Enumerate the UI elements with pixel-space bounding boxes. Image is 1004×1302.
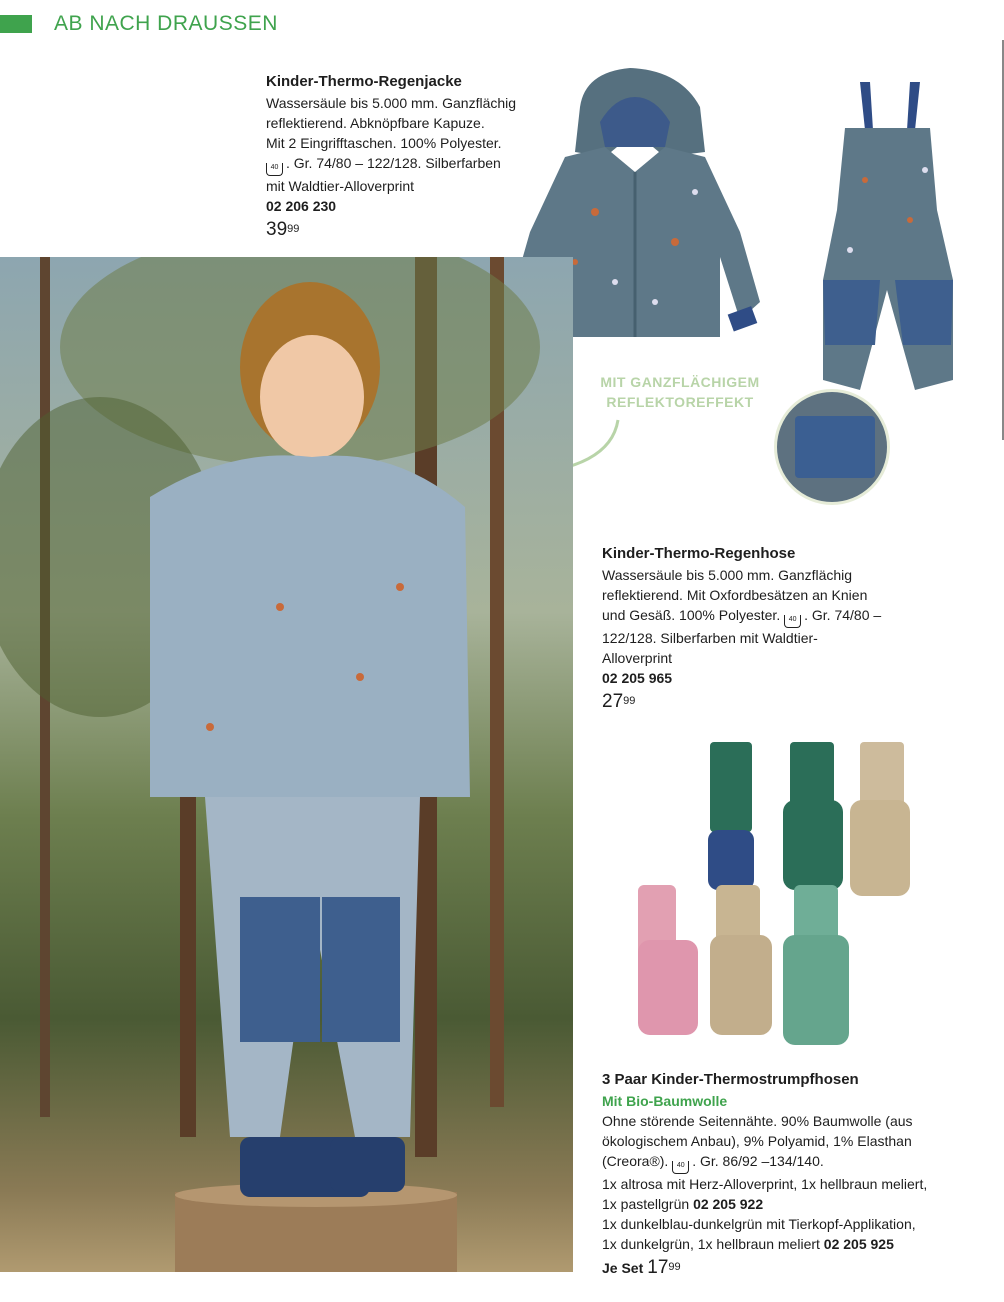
pants-product-image [815, 80, 960, 405]
product-description: Ohne störende Seitennähte. 90% Baumwolle (aus ökologischem Anbau), 9% Polyamid, 1% Elasthan [602, 1113, 913, 1149]
reflective-callout: MIT GANZFLÄCHIGEM REFLEKTOREFFEKT [600, 374, 760, 410]
section-tab-marker [0, 15, 32, 33]
article-number: 02 205 922 [693, 1196, 764, 1212]
product-title: Kinder-Thermo-Regenjacke [266, 73, 462, 90]
product-description-line: 1x pastellgrün 02 205 922 [602, 1196, 764, 1212]
product-description-line: mit Waldtier-Alloverprint [266, 178, 415, 194]
price: $39^{99}$ [266, 219, 300, 240]
tights-product-image [628, 740, 928, 1050]
product-description-line: 1x dunkelblau-dunkelgrün mit Tierkopf-Applikation, [602, 1216, 916, 1232]
care-label-icon: 40 [266, 163, 283, 176]
product-description-line: 1x altrosa mit Herz-Alloverprint, 1x hellbraun meliert, [602, 1176, 928, 1192]
product-tights [602, 1070, 962, 1278]
article-number: 02 206 230 [266, 198, 337, 214]
product-description-line: (Creora®). 40 . Gr. 86/92 –134/140. [602, 1151, 962, 1174]
product-description-line: und Gesäß. 100% Polyester. 40 . Gr. 74/80 – [602, 605, 902, 628]
product-description: Wassersäule bis 5.000 mm. Ganzflächig reflektierend. Abknöpfbare Kapuze. Mit 2 Eingrifftaschen. 100% Polyester. [266, 95, 517, 151]
article-number: 02 205 925 [823, 1236, 894, 1252]
article-number: 02 205 965 [602, 670, 673, 686]
care-label-icon: 40 [672, 1161, 689, 1174]
product-description-line: 40 . Gr. 74/80 – 122/128. Silberfarben [266, 153, 566, 176]
section-title: AB NACH DRAUSSEN [54, 12, 278, 35]
product-description: 122/128. Silberfarben mit Waldtier- Alloverprint [602, 630, 818, 666]
product-title: Kinder-Thermo-Regenhose [602, 545, 796, 562]
care-label-icon: 40 [784, 615, 801, 628]
price: $27^{99}$ [602, 691, 636, 712]
product-subtitle: Mit Bio-Baumwolle [602, 1093, 728, 1109]
product-pants [602, 544, 902, 712]
product-title: 3 Paar Kinder-Thermostrumpfhosen [602, 1071, 859, 1088]
product-description: Wassersäule bis 5.000 mm. Ganzflächig reflektierend. Mit Oxfordbesätzen an Knien [602, 567, 868, 603]
reflective-detail-circle [774, 389, 890, 505]
price: Je Set $17^{99}$ [602, 1257, 681, 1278]
product-description-line: 1x dunkelgrün, 1x hellbraun meliert 02 205 925 [602, 1236, 894, 1252]
child-outdoor-photo [0, 257, 573, 1272]
